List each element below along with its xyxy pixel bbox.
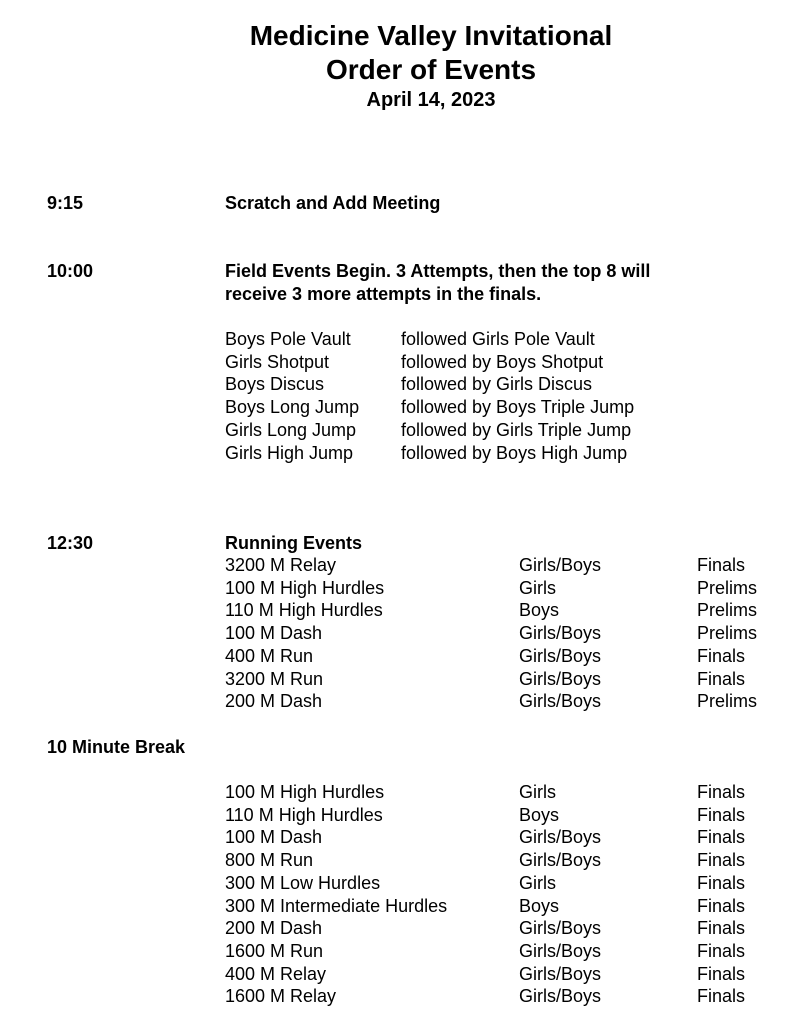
running-event-gender: Girls — [519, 577, 556, 598]
running-event-gender: Girls/Boys — [519, 645, 602, 666]
running-event-name: 100 M High Hurdles — [225, 577, 385, 598]
field-event-name: Boys Discus — [225, 374, 325, 395]
field-event-followed: followed by Girls Discus — [401, 374, 593, 395]
finals-event-round: Finals — [697, 782, 746, 802]
finals-event-name: 100 M Dash — [225, 827, 323, 848]
running-event-round: Finals — [697, 555, 746, 575]
finals-event-name: 300 M Low Hurdles — [225, 872, 381, 893]
finals-event-gender: Boys — [519, 895, 560, 916]
event-date: April 14, 2023 — [366, 89, 496, 111]
page-title: Medicine Valley Invitational — [249, 20, 613, 51]
finals-event-round: Finals — [697, 804, 746, 825]
field-event-followed: followed by Girls Triple Jump — [401, 419, 632, 440]
field-event-name: Boys Pole Vault — [225, 329, 351, 349]
running-event-round: Prelims — [697, 577, 758, 598]
running-event-round: Prelims — [697, 691, 758, 712]
finals-event-gender: Girls — [519, 872, 556, 893]
finals-event-name: 1600 M Relay — [225, 986, 337, 1007]
finals-event-name: 200 M Dash — [225, 918, 323, 939]
finals-event-round: Finals — [697, 872, 746, 893]
finals-event-gender: Girls/Boys — [519, 940, 602, 961]
field-event-name: Girls Long Jump — [225, 419, 357, 440]
finals-event-round: Finals — [697, 827, 746, 848]
running-event-gender: Boys — [519, 600, 560, 621]
field-event-name: Boys Long Jump — [225, 397, 360, 418]
finals-event-gender: Girls/Boys — [519, 918, 602, 939]
finals-gender-list — [519, 781, 601, 1008]
field-description-line1: Field Events Begin. 3 Attempts, then the top 8 will — [225, 261, 651, 281]
running-event-gender: Girls/Boys — [519, 691, 602, 712]
field-event-followed: followed by Boys Shotput — [401, 351, 604, 372]
finals-event-name: 300 M Intermediate Hurdles — [225, 895, 448, 916]
running-event-round: Finals — [697, 668, 746, 689]
field-event-name: Girls Shotput — [225, 351, 330, 372]
running-event-round: Prelims — [697, 600, 758, 621]
finals-event-list — [225, 781, 447, 1008]
running-event-gender: Girls/Boys — [519, 623, 602, 644]
finals-event-name: 1600 M Run — [225, 940, 324, 961]
finals-event-gender: Girls/Boys — [519, 850, 602, 871]
running-event-name: 3200 M Relay — [225, 555, 337, 575]
finals-event-round: Finals — [697, 850, 746, 871]
finals-event-gender: Boys — [519, 804, 560, 825]
running-event-round: Finals — [697, 645, 746, 666]
running-event-name: 400 M Run — [225, 645, 314, 666]
finals-event-gender: Girls — [519, 782, 556, 802]
field-event-followed: followed by Boys Triple Jump — [401, 397, 635, 418]
finals-event-name: 800 M Run — [225, 850, 314, 871]
finals-event-round: Finals — [697, 895, 746, 916]
field-event-followed: followed by Boys High Jump — [401, 442, 628, 463]
finals-event-round: Finals — [697, 963, 746, 984]
field-event-name: Girls High Jump — [225, 442, 354, 463]
field-events-list — [225, 328, 359, 464]
finals-event-round: Finals — [697, 940, 746, 961]
finals-event-gender: Girls/Boys — [519, 827, 602, 848]
running-round-list — [697, 554, 757, 713]
running-event-name: 100 M Dash — [225, 623, 323, 644]
running-event-name: 200 M Dash — [225, 691, 323, 712]
scratch-time: 9:15 — [47, 193, 84, 213]
finals-event-name: 400 M Relay — [225, 963, 327, 984]
running-event-gender: Girls/Boys — [519, 555, 602, 575]
field-description-line2: receive 3 more attempts in the finals. — [225, 284, 542, 304]
running-heading: Running Events — [225, 533, 363, 553]
running-event-name: 3200 M Run — [225, 668, 324, 689]
finals-event-gender: Girls/Boys — [519, 963, 602, 984]
finals-round-list — [697, 781, 745, 1008]
finals-event-round: Finals — [697, 986, 746, 1007]
page-subtitle: Order of Events — [325, 54, 537, 85]
running-event-gender: Girls/Boys — [519, 668, 602, 689]
running-event-name: 110 M High Hurdles — [225, 600, 383, 621]
field-event-followed: followed Girls Pole Vault — [401, 329, 595, 349]
finals-event-round: Finals — [697, 918, 746, 939]
running-event-round: Prelims — [697, 623, 758, 644]
finals-event-name: 100 M High Hurdles — [225, 782, 385, 802]
finals-event-gender: Girls/Boys — [519, 986, 602, 1007]
running-time: 12:30 — [47, 533, 94, 553]
field-time: 10:00 — [47, 261, 94, 281]
break-label: 10 Minute Break — [47, 737, 186, 757]
finals-event-name: 110 M High Hurdles — [225, 804, 383, 825]
running-event-list — [225, 554, 384, 713]
scratch-label: Scratch and Add Meeting — [225, 193, 441, 213]
field-followed-list — [401, 328, 634, 464]
running-gender-list — [519, 554, 601, 713]
